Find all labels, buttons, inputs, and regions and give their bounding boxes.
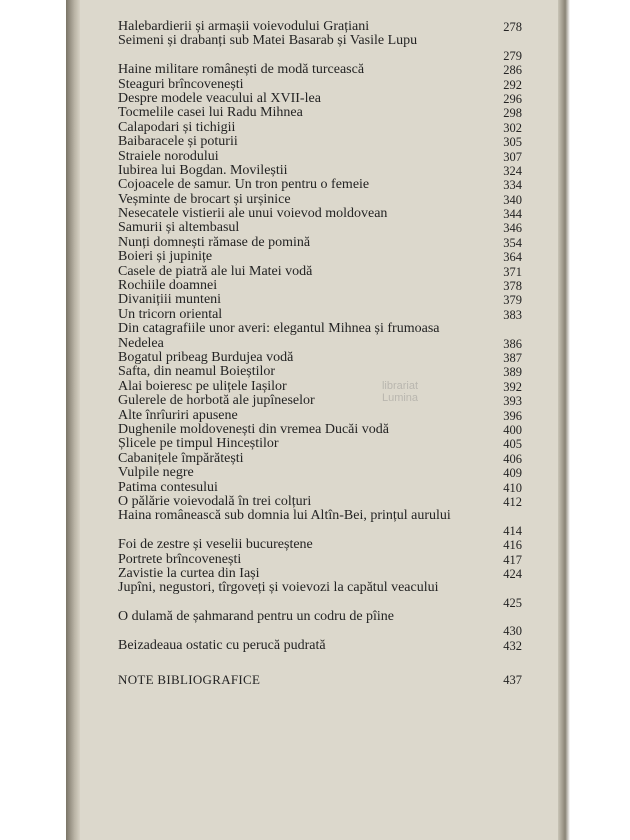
toc-entry-page: 424 (503, 566, 522, 581)
toc-entry-page: 292 (503, 77, 522, 92)
toc-entry-title: Cabanițele împărătești (118, 451, 244, 466)
toc-entry (118, 221, 522, 235)
toc-entry (118, 394, 522, 408)
toc-entry-page: 389 (503, 365, 522, 380)
toc-entry-page: 305 (503, 135, 522, 150)
toc-entry (118, 20, 522, 34)
toc-entry (118, 567, 522, 581)
toc-entry-page: 425 (503, 595, 522, 610)
toc-entry-title: Șlicele pe timpul Hinceștilor (118, 437, 279, 452)
toc-entry (118, 293, 522, 307)
toc-entry-page: 307 (503, 149, 522, 164)
toc-entry-page: 278 (503, 20, 522, 34)
toc-entry-title: Halebardierii și armașii voievodului Grațiani (118, 20, 370, 34)
toc-entry-page: 412 (503, 494, 522, 509)
toc-entry-title: Tocmelile casei lui Radu Mihnea (118, 106, 303, 121)
toc-entry (118, 495, 522, 509)
toc-entry-title: Seimeni și drabanți sub Matei Basarab și Vasile Lupu (118, 33, 418, 49)
toc-entry-page: 392 (503, 379, 522, 394)
toc-entry-page: 396 (503, 408, 522, 423)
toc-entry (118, 193, 522, 207)
toc-entry-title: Straiele norodului (118, 149, 219, 164)
toc-entry-page: 364 (503, 250, 522, 265)
table-of-contents (118, 20, 522, 688)
toc-entry-page: 286 (503, 63, 522, 78)
toc-entry-notes (118, 673, 522, 687)
toc-entry-title: Dughenile moldovenești din vremea Ducăi vodă (118, 422, 389, 437)
toc-entry (118, 365, 522, 379)
toc-entry-title: Un tricorn oriental (118, 307, 223, 322)
watermark (360, 380, 440, 404)
toc-entry (118, 106, 522, 120)
toc-entry-page: 400 (503, 422, 522, 437)
toc-entry (118, 279, 522, 293)
toc-entry-title: Divanițiii munteni (118, 293, 222, 308)
toc-entry-page: 334 (503, 178, 522, 193)
toc-entry-page: 279 (503, 48, 522, 63)
toc-entry-page: 324 (503, 163, 522, 178)
toc-entry-page: 393 (503, 394, 522, 409)
toc-entry-page: 409 (503, 466, 522, 481)
toc-entry-title: Steaguri brîncovenești (118, 77, 244, 92)
toc-entry-title: Veșminte de brocart și urșinice (118, 192, 291, 207)
toc-entry-title: Samurii și altembasul (118, 221, 240, 236)
toc-entry (118, 466, 522, 480)
toc-entry-page: 405 (503, 437, 522, 452)
toc-entry-title: Zavistie la curtea din Iași (118, 566, 260, 581)
toc-entry-title: Baibaracele și poturii (118, 135, 238, 150)
toc-entry (118, 308, 522, 322)
toc-entry (118, 78, 522, 92)
toc-entry-title: Safta, din neamul Boieștilor (118, 365, 276, 380)
toc-entry-page: 430 (503, 624, 522, 639)
toc-entry-title: O dulamă de șahmarand pentru un codru de pîine (118, 609, 395, 625)
toc-entry (118, 437, 522, 451)
toc-entry-title: Din catagrafiile unor averi: elegantul Mihnea și frumoasa Nedelea (118, 321, 440, 351)
toc-entry-title: Nunți domnești rămase de pomină (118, 235, 311, 250)
toc-entry-page: 298 (503, 106, 522, 121)
toc-entry (118, 63, 522, 77)
toc-entry (118, 135, 522, 149)
toc-entry-page: 340 (503, 192, 522, 207)
toc-entry-title: O pălărie voievodală în trei colțuri (118, 494, 312, 509)
toc-entry-title: Haine militare românești de modă turcească (118, 63, 365, 78)
toc-entry-page: 371 (503, 264, 522, 279)
toc-entry (118, 265, 522, 279)
toc-entry-title: Portrete brîncovenești (118, 552, 242, 567)
toc-entry-title: Despre modele veacului al XVII-lea (118, 91, 321, 106)
toc-entry-title: Iubirea lui Bogdan. Movileștii (118, 163, 288, 178)
toc-entry-title: Nesecatele vistierii ale unui voievod moldovean (118, 207, 388, 222)
toc-entry (118, 351, 522, 365)
toc-entry-page: 379 (503, 293, 522, 308)
toc-entry (118, 150, 522, 164)
toc-entry-title: Haina românească sub domnia lui Altîn-Bei, prințul aurului (118, 508, 451, 524)
toc-entry (118, 207, 522, 221)
toc-entry-page: 414 (503, 523, 522, 538)
toc-entry (118, 164, 522, 178)
page-edge-shadow (558, 0, 570, 840)
toc-entry-page: 416 (503, 538, 522, 553)
toc-entry-title: Gulerele de horbotă ale jupîneselor (118, 394, 315, 409)
toc-entry-title: Bogatul pribeag Burdujea vodă (118, 351, 294, 366)
toc-entry-page: 386 (503, 336, 522, 351)
toc-entry-title: Boieri și jupinițe (118, 250, 213, 265)
toc-entry (118, 481, 522, 495)
toc-entry (118, 236, 522, 250)
toc-entry-title: Cojoacele de samur. Un tron pentru o femeie (118, 178, 370, 193)
toc-entry-title: Beizadeaua ostatic cu perucă pudrată (118, 638, 326, 653)
toc-entry-page: 432 (503, 638, 522, 653)
toc-entry-page: 296 (503, 91, 522, 106)
toc-entry (118, 178, 522, 192)
toc-entry (118, 639, 522, 653)
toc-entry (118, 452, 522, 466)
notes-title: NOTE BIBLIOGRAFICE (118, 673, 261, 688)
toc-entry (118, 34, 522, 63)
toc-entry (118, 409, 522, 423)
section-gap (118, 653, 522, 673)
toc-entry (118, 322, 522, 351)
toc-entry-title: Casele de piatră ale lui Matei vodă (118, 264, 313, 279)
notes-page: 437 (503, 673, 522, 688)
toc-entry-title: Foi de zestre și veselii bucureștene (118, 538, 313, 553)
toc-entry (118, 423, 522, 437)
toc-entry (118, 538, 522, 552)
toc-entry (118, 380, 522, 394)
toc-entry-page: 410 (503, 480, 522, 495)
toc-entry-page: 378 (503, 279, 522, 294)
watermark-line-1: librariat (381, 380, 419, 392)
toc-entry-title: Rochiile doamnei (118, 279, 218, 294)
toc-entry (118, 121, 522, 135)
toc-entry (118, 581, 522, 610)
toc-entry-page: 346 (503, 221, 522, 236)
toc-entry-page: 383 (503, 307, 522, 322)
toc-entry (118, 610, 522, 639)
toc-entry-title: Patima contesului (118, 480, 218, 495)
toc-entry-page: 387 (503, 351, 522, 366)
toc-entry-title: Jupîni, negustori, tîrgoveți și voievozi la capătul veacului (118, 580, 439, 596)
watermark-line-2: Lumina (381, 392, 419, 404)
toc-entry-title: Alai boieresc pe ulițele Iașilor (118, 379, 287, 394)
toc-entry (118, 250, 522, 264)
toc-entry (118, 553, 522, 567)
toc-entry-page: 406 (503, 451, 522, 466)
toc-entry-title: Alte înrîuriri apusene (118, 408, 238, 423)
binding-shadow (66, 0, 80, 840)
toc-entry-page: 354 (503, 235, 522, 250)
toc-entry-page: 417 (503, 552, 522, 567)
toc-entry (118, 92, 522, 106)
toc-entry-page: 302 (503, 120, 522, 135)
toc-entry-title: Vulpile negre (118, 466, 194, 481)
toc-entry (118, 509, 522, 538)
toc-entry-page: 344 (503, 207, 522, 222)
toc-entry-title: Calapodari și tichigii (118, 120, 236, 135)
